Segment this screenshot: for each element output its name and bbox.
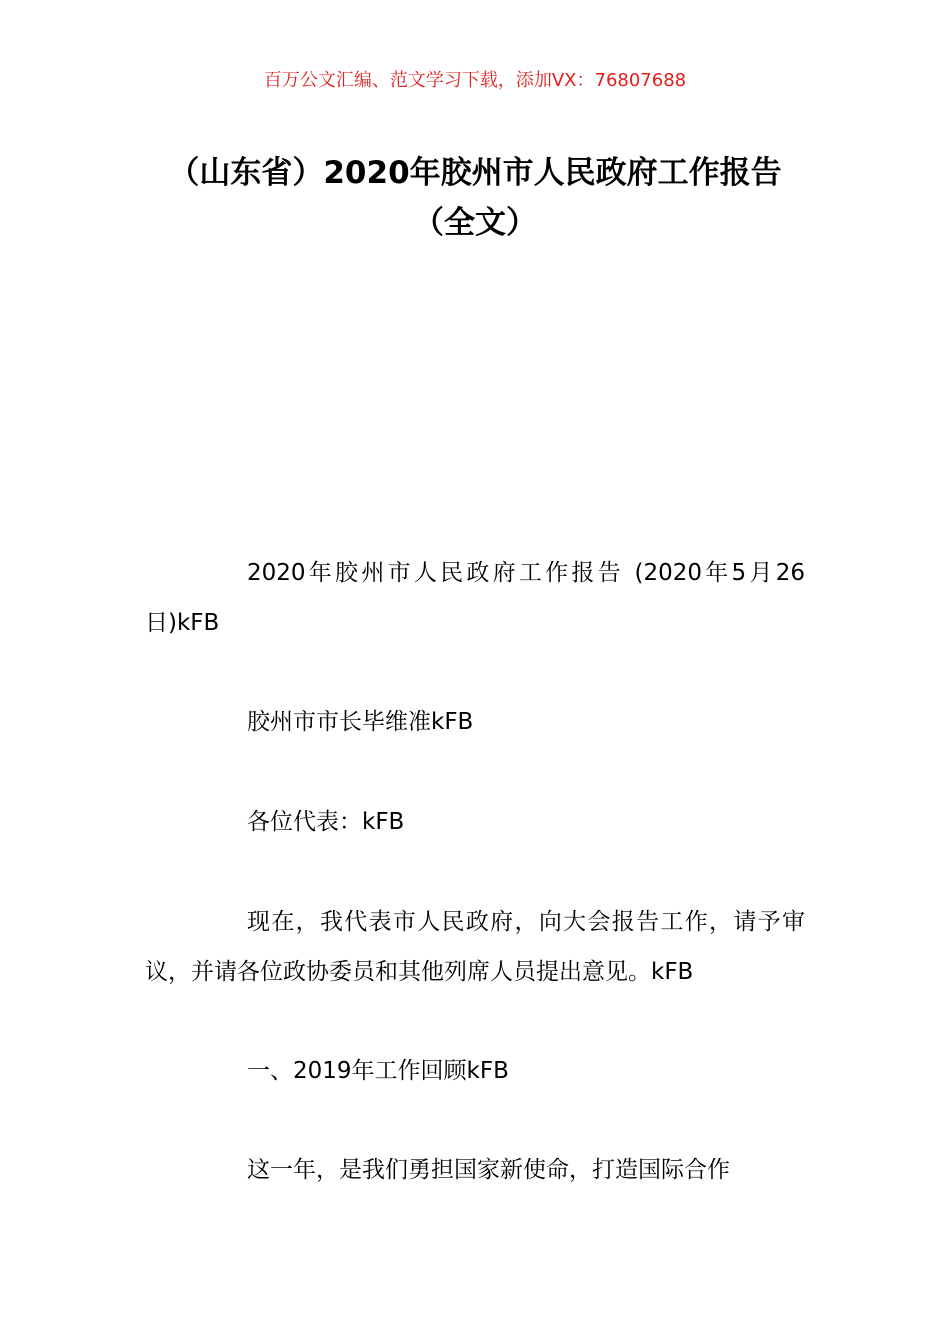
document-title: （山东省）2020年胶州市人民政府工作报告（全文）	[168, 155, 782, 241]
paragraph-body-start: 这一年，是我们勇担国家新使命，打造国际合作	[247, 1157, 730, 1183]
paragraph-introduction: 现在，我代表市人民政府，向大会报告工作，请予审议，并请各位政协委员和其他列席人员提出意见。kFB	[145, 909, 805, 985]
paragraph-mayor-name: 胶州市市长毕维准kFB	[247, 709, 474, 735]
section-heading-2019-review: 一、2019年工作回顾kFB	[247, 1058, 509, 1084]
header-note: 百万公文汇编、范文学习下载，添加VX：76807688	[263, 70, 687, 91]
paragraph-report-heading: 2020年胶州市人民政府工作报告 (2020年5月26日)kFB	[145, 560, 805, 636]
paragraph-salutation: 各位代表：kFB	[247, 809, 405, 835]
